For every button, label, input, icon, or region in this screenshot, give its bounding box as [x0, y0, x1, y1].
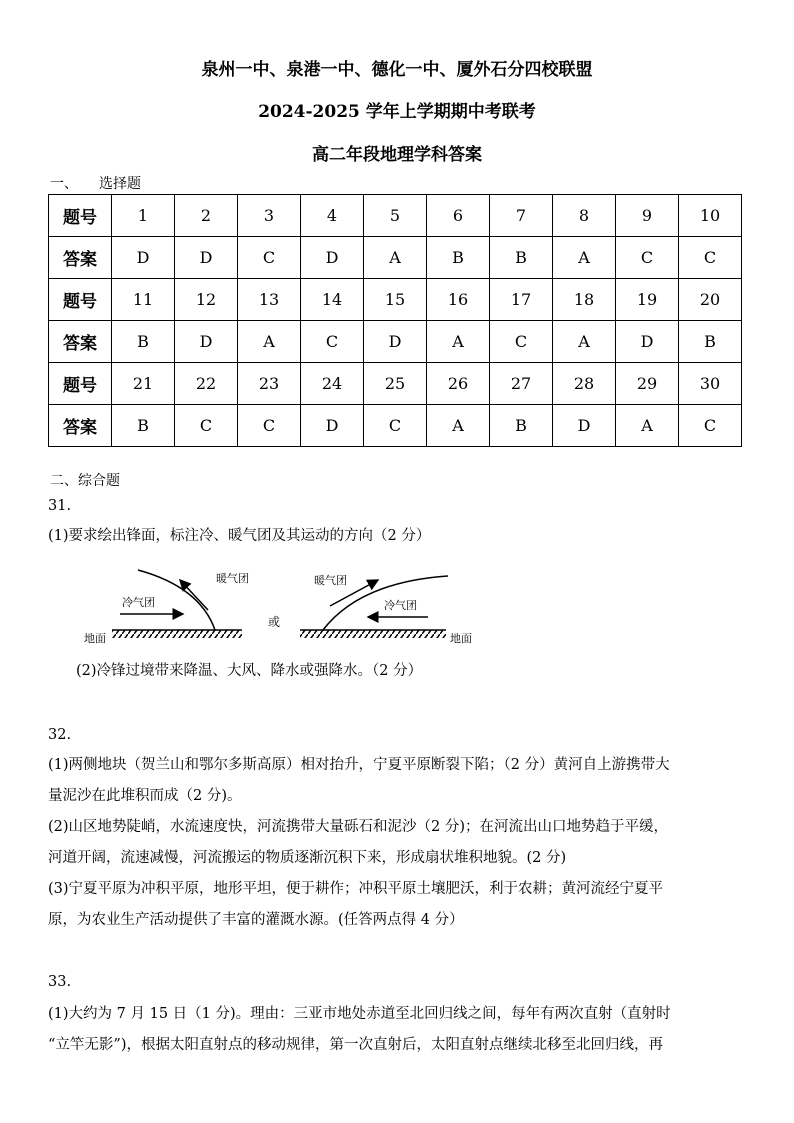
- question-number-cell: 10: [679, 195, 742, 237]
- q33-line: (1)大约为 7 月 15 日（1 分)。理由：三亚市地处赤道至北回归线之间，每年有两次直射（直射时: [48, 1006, 671, 1022]
- question-number-cell: 19: [616, 279, 679, 321]
- answer-cell: C: [679, 237, 742, 279]
- answer-cell: C: [616, 237, 679, 279]
- front-diagram: [80, 562, 500, 657]
- question-number-cell: 13: [238, 279, 301, 321]
- question-number-cell: 15: [364, 279, 427, 321]
- answer-table: [48, 194, 742, 447]
- question-number-cell: 8: [553, 195, 616, 237]
- question-number-cell: 7: [490, 195, 553, 237]
- answer-cell: D: [301, 405, 364, 447]
- q32-line: 河道开阔，流速减慢，河流搬运的物质逐渐沉积下来，形成扇状堆积地貌。(2 分): [48, 850, 567, 866]
- label-ground-right: 地面: [450, 632, 472, 645]
- answer-header: 答案: [49, 405, 112, 447]
- question-number-cell: 21: [112, 363, 175, 405]
- answer-cell: A: [616, 405, 679, 447]
- answer-cell: D: [175, 321, 238, 363]
- answer-cell: D: [553, 405, 616, 447]
- question-number-cell: 16: [427, 279, 490, 321]
- answer-cell: C: [490, 321, 553, 363]
- question-number-row: [49, 195, 742, 237]
- answer-row: [49, 237, 742, 279]
- header-school-union: 泉州一中、泉港一中、德化一中、厦外石分四校联盟: [201, 60, 593, 80]
- label-or: 或: [268, 615, 281, 629]
- answer-row: [49, 405, 742, 447]
- question-number-cell: 9: [616, 195, 679, 237]
- question-number-cell: 22: [175, 363, 238, 405]
- answer-header: 答案: [49, 321, 112, 363]
- answer-cell: A: [427, 405, 490, 447]
- answer-row: [49, 321, 742, 363]
- answer-cell: B: [112, 321, 175, 363]
- question-number-cell: 17: [490, 279, 553, 321]
- answer-cell: B: [490, 405, 553, 447]
- q31-part2: (2)冷锋过境带来降温、大风、降水或强降水。（2 分）: [76, 663, 423, 679]
- q31-number: 31.: [48, 498, 72, 514]
- q32-line: (2)山区地势陡峭，水流速度快，河流携带大量砾石和泥沙（2 分)；在河流出山口地势趋于平缓，: [48, 819, 669, 835]
- answer-cell: C: [679, 405, 742, 447]
- answer-cell: C: [301, 321, 364, 363]
- q33-number: 33.: [48, 974, 72, 990]
- answer-cell: B: [112, 405, 175, 447]
- q32-line: 量泥沙在此堆积而成（2 分)。: [48, 788, 242, 804]
- answer-cell: A: [553, 321, 616, 363]
- q31-part1: (1)要求绘出锋面，标注冷、暖气团及其运动的方向（2 分）: [48, 528, 431, 544]
- label-cold-left: 冷气团: [122, 596, 155, 609]
- answer-cell: C: [238, 237, 301, 279]
- q32-answer: [48, 750, 748, 936]
- question-number-cell: 26: [427, 363, 490, 405]
- question-number-cell: 2: [175, 195, 238, 237]
- question-number-cell: 18: [553, 279, 616, 321]
- answer-cell: D: [616, 321, 679, 363]
- q33-answer: [48, 999, 748, 1061]
- ground-left-hatch: [112, 630, 242, 638]
- answer-cell: D: [112, 237, 175, 279]
- question-number-cell: 1: [112, 195, 175, 237]
- question-number-cell: 24: [301, 363, 364, 405]
- q33-line: “立竿无影”)，根据太阳直射点的移动规律，第一次直射后，太阳直射点继续北移至北回归线，再: [48, 1037, 663, 1053]
- question-number-row: [49, 279, 742, 321]
- question-number-cell: 14: [301, 279, 364, 321]
- header-exam-term: 2024-2025 学年上学期期中考联考: [258, 102, 536, 122]
- section-comprehensive-title: 二、综合题: [50, 473, 120, 489]
- answer-cell: C: [175, 405, 238, 447]
- ground-right-hatch: [300, 630, 446, 638]
- question-number-cell: 27: [490, 363, 553, 405]
- question-number-cell: 12: [175, 279, 238, 321]
- answer-cell: A: [238, 321, 301, 363]
- question-number-cell: 29: [616, 363, 679, 405]
- answer-cell: B: [679, 321, 742, 363]
- question-number-cell: 23: [238, 363, 301, 405]
- answer-header: 答案: [49, 237, 112, 279]
- q32-line: (3)宁夏平原为冲积平原，地形平坦，便于耕作；冲积平原土壤肥沃，利于农耕；黄河流经宁夏平: [48, 881, 664, 897]
- question-number-cell: 3: [238, 195, 301, 237]
- answer-cell: B: [427, 237, 490, 279]
- question-number-cell: 20: [679, 279, 742, 321]
- answer-cell: D: [175, 237, 238, 279]
- answer-cell: D: [301, 237, 364, 279]
- question-number-cell: 4: [301, 195, 364, 237]
- label-cold-right: 冷气团: [384, 599, 417, 612]
- question-number-cell: 11: [112, 279, 175, 321]
- q32-line: 原，为农业生产活动提供了丰富的灌溉水源。(任答两点得 4 分）: [48, 912, 464, 928]
- question-number-header: 题号: [49, 279, 112, 321]
- q32-line: (1)两侧地块（贺兰山和鄂尔多斯高原）相对抬升，宁夏平原断裂下陷；（2 分）黄河自上游携带大: [48, 757, 670, 773]
- question-number-cell: 5: [364, 195, 427, 237]
- question-number-cell: 6: [427, 195, 490, 237]
- question-number-row: [49, 363, 742, 405]
- section-choice-title: 一、 选择题: [50, 176, 141, 192]
- answer-cell: B: [490, 237, 553, 279]
- label-ground-left: 地面: [84, 632, 106, 645]
- warm-arrow-left: [180, 580, 208, 610]
- answer-cell: A: [427, 321, 490, 363]
- answer-cell: A: [364, 237, 427, 279]
- question-number-cell: 30: [679, 363, 742, 405]
- label-warm-left: 暖气团: [216, 572, 249, 585]
- q32-number: 32.: [48, 727, 72, 743]
- label-warm-right: 暖气团: [314, 574, 347, 587]
- question-number-header: 题号: [49, 195, 112, 237]
- question-number-cell: 28: [553, 363, 616, 405]
- answer-cell: C: [238, 405, 301, 447]
- answer-cell: C: [364, 405, 427, 447]
- question-number-cell: 25: [364, 363, 427, 405]
- question-number-header: 题号: [49, 363, 112, 405]
- header-subject-answer: 高二年段地理学科答案: [312, 145, 482, 165]
- answer-cell: A: [553, 237, 616, 279]
- answer-cell: D: [364, 321, 427, 363]
